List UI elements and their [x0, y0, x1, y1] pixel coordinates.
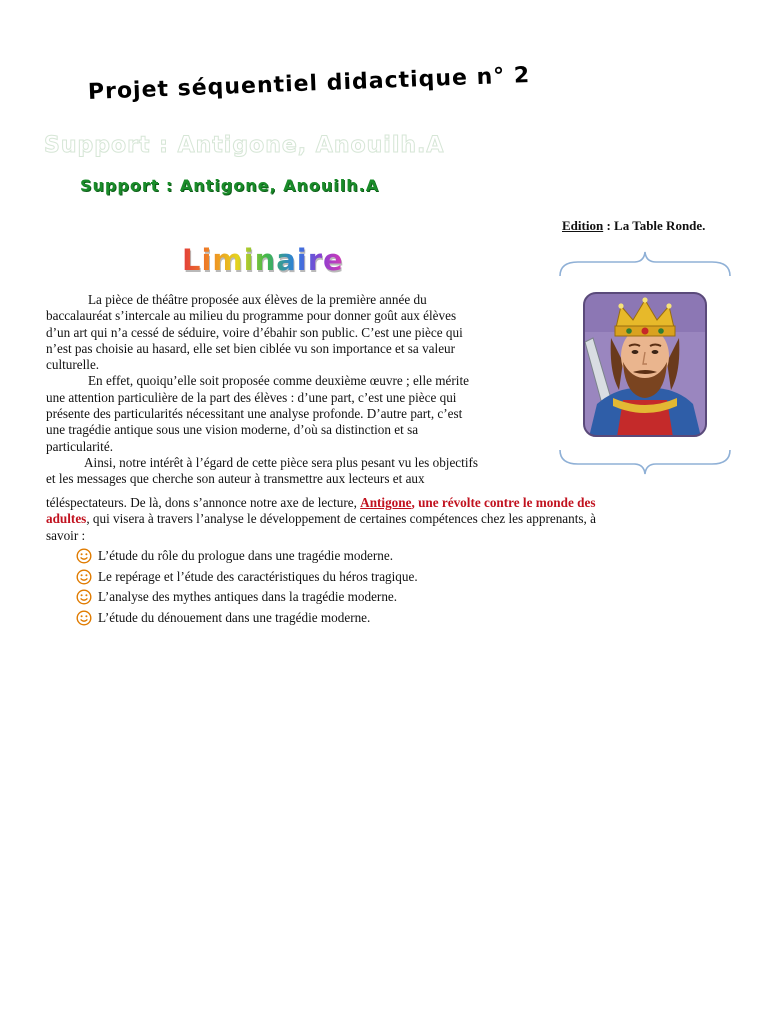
bottom-brace-icon	[558, 448, 732, 476]
support-heading: Support : Antigone, Anouilh.A	[80, 176, 380, 195]
reading-axis-continuation: , qui visera à travers l’analyse le développement de certaines compétences chez les apprenants, à	[86, 511, 596, 527]
reading-axis-line-1	[46, 495, 706, 511]
objective-text: Le repérage et l’étude des caractéristiques du héros tragique.	[98, 568, 418, 584]
list-item	[76, 587, 418, 608]
reading-axis-line-3: savoir :	[46, 527, 86, 543]
paragraph-1-line-5: culturelle.	[46, 357, 100, 373]
paragraph-3-line-2: et les messages que cherche son auteur à transmettre aux lecteurs et aux	[46, 471, 425, 487]
reading-axis-line-2	[46, 511, 706, 527]
support-shadow-text: Support : Antigone, Anouilh.A	[44, 133, 445, 158]
paragraph-2-line-2: une attention particulière de la part des élèves : d’une part, c’est une pièce qui	[46, 389, 457, 405]
edition-value: La Table Ronde.	[614, 218, 706, 233]
paragraph-2-line-5: particularité.	[46, 438, 113, 454]
intro-paragraphs	[46, 292, 551, 488]
king-portrait	[583, 292, 707, 437]
paragraph-1-line-4: n’est pas choisie au hasard, elle set bien ciblée vu son importance et sa valeur	[46, 340, 456, 356]
reading-axis-paragraph	[46, 495, 706, 544]
reading-axis-title: , une révolte contre le monde des	[411, 495, 596, 510]
paragraph-3-line-1: Ainsi, notre intérêt à l’égard de cette pièce sera plus pesant vu les objectifs	[84, 454, 479, 470]
smiley-icon	[76, 548, 92, 564]
paragraph-1-line-3: d’un art qui n’a cessé de séduire, voire d’ébahir son public. C’est une pièce qui	[46, 324, 463, 340]
list-item	[76, 567, 418, 588]
liminaire-heading: Liminaire	[182, 243, 344, 277]
reading-axis-title-end: adultes	[46, 511, 87, 527]
objective-text: L’étude du dénouement dans une tragédie moderne.	[98, 609, 371, 625]
paragraph-2-line-4: une tragédie antique sous une vision moderne, d’où sa distinction et sa	[46, 422, 419, 438]
paragraph-1-line-1: La pièce de théâtre proposée aux élèves de la première année du	[88, 292, 427, 307]
paragraph-1-line-2: baccalauréat s’intercale au milieu du programme pour donner goût aux élèves	[46, 308, 457, 324]
objective-text: L’analyse des mythes antiques dans la tragédie moderne.	[98, 589, 398, 605]
document-title: Projet séquentiel didactique n° 2	[87, 63, 531, 105]
objective-text: L’étude du rôle du prologue dans une tragédie moderne.	[98, 548, 394, 563]
smiley-icon	[76, 569, 92, 585]
antigone-link-text: Antigone	[360, 495, 412, 510]
paragraph-2-line-3: présente des particularités nécessitant une analyse profonde. D’autre part, c’est	[46, 406, 463, 422]
paragraph-2-line-1: En effet, quoiqu’elle soit proposée comme deuxième œuvre ; elle mérite	[88, 373, 469, 389]
list-item	[76, 546, 418, 567]
smiley-icon	[76, 589, 92, 605]
edition-separator: :	[603, 218, 615, 233]
edition-line	[562, 218, 705, 234]
reading-axis-intro: téléspectateurs. De là, dons s’annonce notre axe de lecture,	[46, 495, 361, 510]
objectives-list	[76, 546, 418, 628]
smiley-icon	[76, 610, 92, 626]
edition-label: Edition	[562, 218, 604, 233]
list-item	[76, 608, 418, 629]
top-brace-icon	[558, 250, 732, 278]
